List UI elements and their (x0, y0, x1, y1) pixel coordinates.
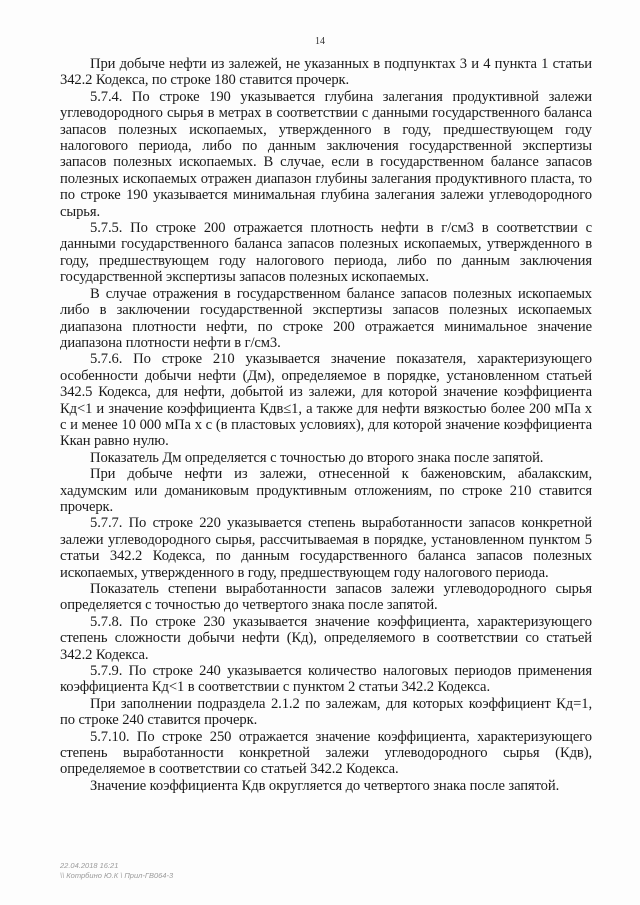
paragraph: 5.7.7. По строке 220 указывается степень выработанности запасов конкретной залежи углеводородного сырья, рассчитываемая в порядке, установленном пунктом 5 статьи 342.2 Кодекса, по данным государственного баланса запасов полезных ископаемых, утвержденного в году, предшествующем году налогового периода. (60, 515, 592, 581)
paragraph: Показатель Дм определяется с точностью до второго знака после запятой. (90, 449, 544, 466)
paragraph: Значение коэффициента Кдв округляется до четвертого знака после запятой. (90, 777, 560, 794)
paragraph: 5.7.6. По строке 210 указывается значение показателя, характеризующего особенности добычи нефти (Дм), определяемое в порядке, установленном статьей 342.5 Кодекса, для нефти, добытой из залежи, для которой значение коэффициента Кд<1 и значение коэффициента Кдв≤1, а также для нефти вязкостью более 200 мПа х с и менее 10 000 мПа х с (в пластовых условиях), для которой значение коэффициента Ккан равно нулю. (60, 351, 592, 450)
paragraph: При заполнении подраздела 2.1.2 по залежам, для которых коэффициент Кд=1, по строке 240 ставится прочерк. (60, 695, 592, 729)
paragraph: 5.7.5. По строке 200 отражается плотность нефти в г/см3 в соответствии с данными государственного баланса запасов полезных ископаемых, утвержденного в году, предшествующем году налогового периода, либо по данным заключения государственной экспертизы запасов полезных ископаемых. (60, 220, 592, 286)
print-timestamp: 22.04.2018 16:21 (60, 861, 119, 870)
paragraph: В случае отражения в государственном балансе запасов полезных ископаемых либо в заключении государственной экспертизы запасов полезных ископаемых диапазона плотности нефти, по строке 200 отражается минимальное значение диапазона плотности нефти в г/см3. (60, 285, 592, 351)
paragraph: 5.7.10. По строке 250 отражается значение коэффициента, характеризующего степень выработанности конкретной залежи углеводородного сырья (Кдв), определяемое в соответствии со статьей 342.2 Кодекса. (60, 728, 592, 778)
page-number: 14 (315, 36, 325, 47)
paragraph: 5.7.4. По строке 190 указывается глубина залегания продуктивной залежи углеводородного сырья в метрах в соответствии с данными государственного баланса запасов полезных ископаемых, утвержденного в году, предшествующем году налогового периода, либо по данным заключения государственной экспертизы запасов полезных ископаемых. В случае, если в государственном балансе запасов полезных ископаемых отражен диапазон глубины залегания продуктивного пласта, то по строке 190 указывается минимальная глубина залегания залежи углеводородного сырья. (60, 88, 592, 220)
paragraph: 5.7.8. По строке 230 указывается значение коэффициента, характеризующего степень сложности добычи нефти (Кд), определяемого в соответствии со статьей 342.2 Кодекса. (60, 613, 592, 663)
print-stamp (60, 861, 173, 881)
paragraph: При добыче нефти из залежей, не указанных в подпунктах 3 и 4 пункта 1 статьи 342.2 Кодекса, по строке 180 ставится прочерк. (60, 56, 592, 89)
paragraph: 5.7.9. По строке 240 указывается количество налоговых периодов применения коэффициента Кд<1 в соответствии с пунктом 2 статьи 342.2 Кодекса. (60, 663, 592, 696)
document-body (60, 56, 592, 794)
paragraph: При добыче нефти из залежи, отнесенной к баженовским, абалакским, хадумским или доманиковым продуктивным отложениям, по строке 210 ставится прочерк. (60, 466, 592, 515)
file-path: \\ Котрбино Ю.К \ Прил-ГВ064-3 (60, 871, 174, 880)
paragraph: Показатель степени выработанности запасов залежи углеводородного сырья определяется с точностью до четвертого знака после запятой. (60, 581, 592, 614)
